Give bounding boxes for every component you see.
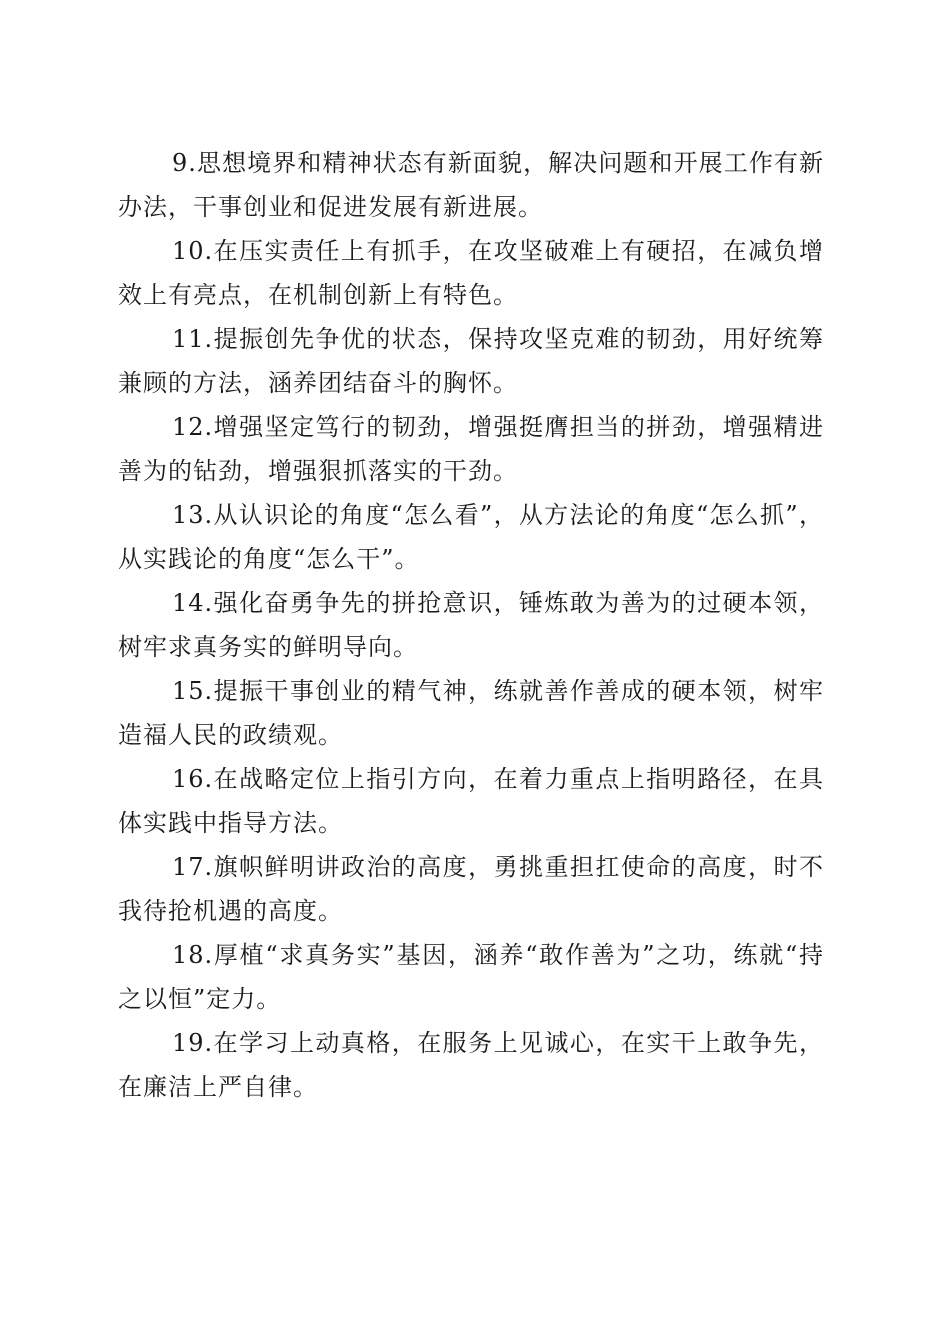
paragraph-item-13: 13.从认识论的角度“怎么看”，从方法论的角度“怎么抓”，从实践论的角度“怎么干”。 [118, 501, 824, 573]
paragraph-item-19: 19.在学习上动真格，在服务上见诚心，在实干上敢争先，在廉洁上严自律。 [118, 1029, 824, 1101]
paragraph-item-11: 11.提振创先争优的状态，保持攻坚克难的韧劲，用好统筹兼顾的方法，涵养团结奋斗的胸怀。 [118, 325, 824, 397]
paragraph-item-17: 17.旗帜鲜明讲政治的高度，勇挑重担扛使命的高度，时不我待抢机遇的高度。 [118, 853, 824, 925]
paragraph-item-12: 12.增强坚定笃行的韧劲，增强挺膺担当的拼劲，增强精进善为的钻劲，增强狠抓落实的干劲。 [118, 413, 824, 485]
paragraph-item-18: 18.厚植“求真务实”基因，涵养“敢作善为”之功，练就“持之以恒”定力。 [118, 941, 824, 1013]
paragraph-item-10: 10.在压实责任上有抓手，在攻坚破难上有硬招，在减负增效上有亮点，在机制创新上有特色。 [118, 237, 824, 309]
document-body [118, 141, 824, 1109]
paragraph-item-9: 9.思想境界和精神状态有新面貌，解决问题和开展工作有新办法，干事创业和促进发展有新进展。 [118, 149, 824, 221]
paragraph-item-16: 16.在战略定位上指引方向，在着力重点上指明路径，在具体实践中指导方法。 [118, 765, 824, 837]
paragraph-item-14: 14.强化奋勇争先的拼抢意识，锤炼敢为善为的过硬本领，树牢求真务实的鲜明导向。 [118, 589, 824, 661]
paragraph-item-15: 15.提振干事创业的精气神，练就善作善成的硬本领，树牢造福人民的政绩观。 [118, 677, 824, 749]
